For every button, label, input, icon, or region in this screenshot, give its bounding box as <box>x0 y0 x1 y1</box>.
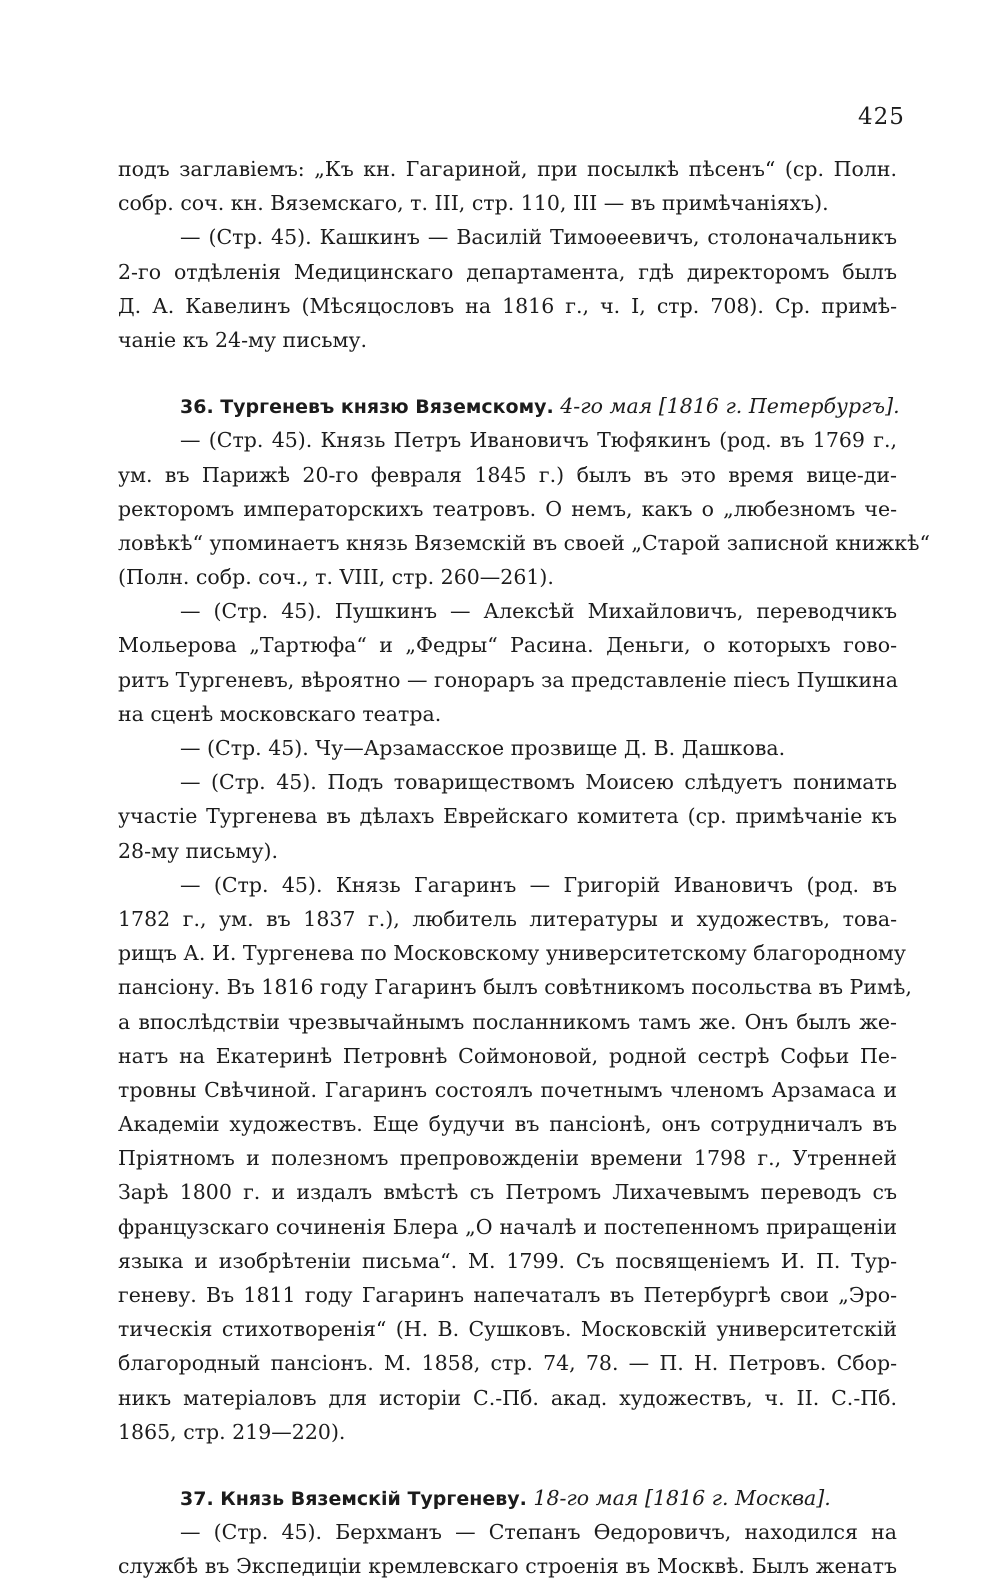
text-line: — (Стр. 45). Берхманъ — Степанъ Ѳедоровичъ, находился на <box>180 1520 897 1545</box>
text-line: на сценѣ московскаго театра. <box>118 701 442 726</box>
text-line: Мольерова „Тартюфа“ и „Федры“ Расина. Деньги, о которыхъ гово- <box>118 633 897 658</box>
spacer <box>118 357 897 389</box>
text-line: пансіону. Въ 1816 году Гагаринъ былъ совѣтникомъ посольства въ Римѣ, <box>118 975 912 1000</box>
section-number: 36. <box>180 396 214 419</box>
text-line: ректоромъ императорскихъ театровъ. О немъ, какъ о „любезномъ че- <box>118 496 897 521</box>
text-line: натъ на Екатеринѣ Петровнѣ Соймоновой, родной сестрѣ Софьи Пе- <box>118 1043 897 1068</box>
section-36-heading <box>118 389 900 423</box>
section-date: 18-го мая [1816 г. Москва]. <box>533 1485 831 1510</box>
text-line: собр. соч. кн. Вяземскаго, т. III, стр. 110, III — въ примѣчаніяхъ). <box>118 191 829 216</box>
text-line: 1782 г., ум. въ 1837 г.), любитель литературы и художествъ, това- <box>118 906 897 931</box>
page-number: 425 <box>858 104 905 130</box>
text-line: чаніе къ 24-му письму. <box>118 327 368 352</box>
text-line: — (Стр. 45). Князь Петръ Ивановичъ Тюфякинъ (род. въ 1769 г., <box>180 428 897 453</box>
section-title: Тургеневъ князю Вяземскому. <box>220 396 554 419</box>
text-line: 28-му письму). <box>118 838 279 863</box>
spacer <box>118 1449 897 1481</box>
text-line: подъ заглавіемъ: „Къ кн. Гагариной, при посылкѣ пѣсенъ“ (ср. Полн. <box>118 157 897 181</box>
text-line: — (Стр. 45). Князь Гагаринъ — Григорій Ивановичъ (род. въ <box>180 872 897 897</box>
text-line: Д. А. Кавелинъ (Мѣсяцословъ на 1816 г., ч. I, стр. 708). Ср. примѣ- <box>118 293 897 318</box>
section-37-heading <box>118 1481 897 1515</box>
text-line: геневу. Въ 1811 году Гагаринъ напечаталъ въ Петербургѣ свои „Эро- <box>118 1283 897 1307</box>
text-line: ловѣкѣ“ упоминаетъ князь Вяземскій въ своей „Старой записной книжкѣ“ <box>118 530 930 555</box>
text-line: 2-го отдѣленія Медицинскаго департамента, гдѣ директоромъ былъ <box>118 259 897 284</box>
section-number: 37. <box>180 1487 214 1510</box>
text-line: 1865, стр. 219—220). <box>118 1419 346 1444</box>
text-line: — (Стр. 45). Кашкинъ — Василій Тимоѳеевичъ, столоначальникъ <box>180 225 897 250</box>
text-line: французскаго сочиненія Блера „О началѣ и постепенномъ приращеніи <box>118 1214 897 1239</box>
text-line: службѣ въ Экспедиціи кремлевскаго строенія въ Москвѣ. Былъ женатъ <box>118 1554 897 1579</box>
section-37-body <box>118 1515 897 1583</box>
text-line: благородный пансіонъ. М. 1858, стр. 74, 78. — П. Н. Петровъ. Сбор- <box>118 1351 897 1376</box>
text-line: ум. въ Парижѣ 20-го февраля 1845 г.) былъ въ это время вице-ди- <box>118 462 897 487</box>
text-body <box>118 152 930 1584</box>
section-36-body <box>118 423 930 1449</box>
text-line: никъ матеріаловъ для исторіи С.-Пб. акад. художествъ, ч. II. С.-Пб. <box>118 1385 897 1410</box>
text-line: а впослѣдствіи чрезвычайнымъ посланникомъ тамъ же. Онъ былъ же- <box>118 1009 897 1034</box>
text-line: (Полн. собр. соч., т. VIII, стр. 260—261). <box>118 565 554 590</box>
text-line: языка и изобрѣтеніи письма“. М. 1799. Съ посвященіемъ И. П. Тур- <box>118 1248 897 1273</box>
text-line: Пріятномъ и полезномъ препровожденіи времени 1798 г., Утренней <box>118 1146 897 1171</box>
text-line: — (Стр. 45). Чу—Арзамасское прозвище Д. В. Дашкова. <box>180 736 786 760</box>
text-line: — (Стр. 45). Пушкинъ — Алексѣй Михайловичъ, переводчикъ <box>180 599 897 624</box>
intro-paragraphs <box>118 152 897 357</box>
text-line: тическія стихотворенія“ (Н. В. Сушковъ. Московскій университетскій <box>118 1317 897 1342</box>
text-line: Академіи художествъ. Еще будучи въ пансіонѣ, онъ сотрудничалъ въ <box>118 1112 897 1137</box>
section-title: Князь Вяземскій Тургеневу. <box>220 1487 527 1510</box>
text-line: тровны Свѣчиной. Гагаринъ состоялъ почетнымъ членомъ Арзамаса и <box>118 1077 897 1102</box>
text-line: Зарѣ 1800 г. и издалъ вмѣстѣ съ Петромъ Лихачевымъ переводъ съ <box>118 1180 897 1205</box>
text-line: ритъ Тургеневъ, вѣроятно — гонораръ за представленіе піесъ Пушкина <box>118 667 898 692</box>
text-line: — (Стр. 45). Подъ товариществомъ Моисею слѣдуетъ понимать <box>180 770 897 795</box>
text-line: рищъ А. И. Тургенева по Московскому университетскому благородному <box>118 941 906 966</box>
text-line: участіе Тургенева въ дѣлахъ Еврейскаго комитета (ср. примѣчаніе къ <box>118 804 897 829</box>
section-date: 4-го мая [1816 г. Петербургъ]. <box>560 394 900 419</box>
